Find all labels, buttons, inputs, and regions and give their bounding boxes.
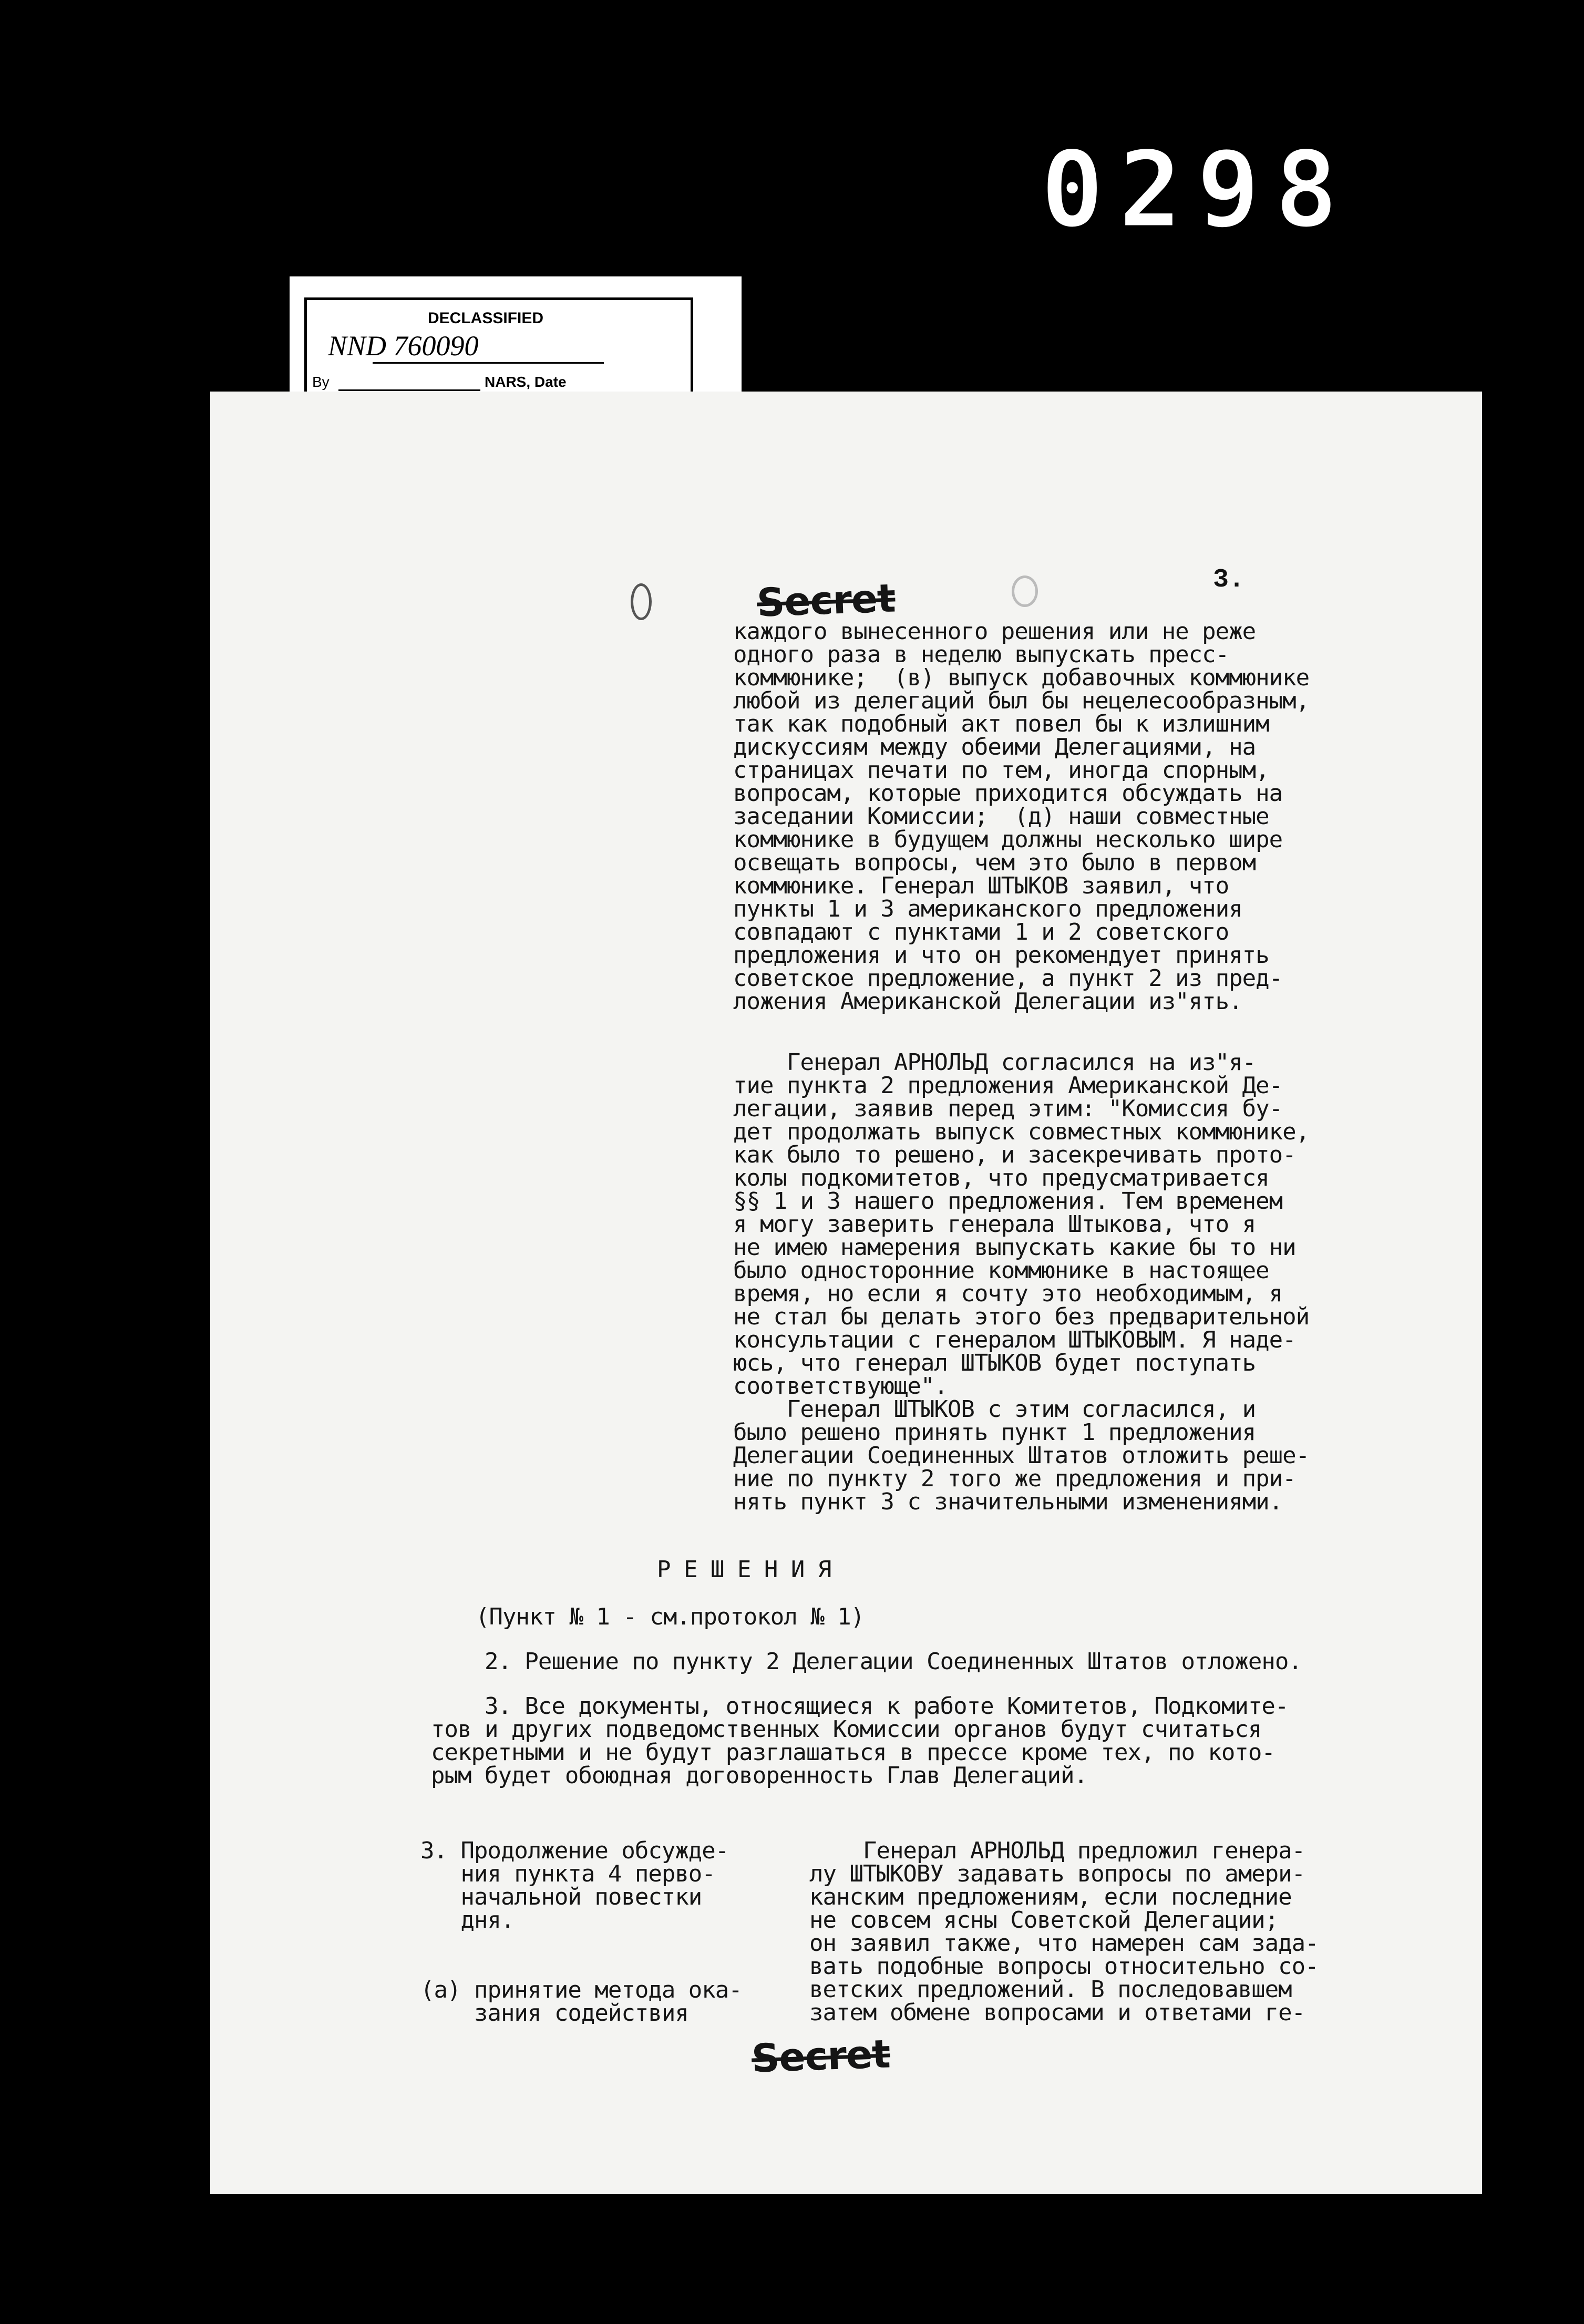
- decision-item-3: 3. Все документы, относящиеся к работе Комитетов, Подкомите- тов и других подведомственных Комиссии органов будут считаться секретными и не будут разглашаться в прессе кроме тех, по кото- рым будет обоюдная договоренность Глав Делегаций.: [431, 1693, 1289, 1789]
- arnold-proposal-paragraph: Генерал АРНОЛЬД предложил генера- лу ШТЫКОВУ задавать вопросы по амери- канским предложениям, если последние не совсем ясны Советской Делегации; он заявил также, что намерен сам зада- вать подобные вопросы относительно со- ветских предложений. В последовавшем затем обмене вопросами и ответами ге-: [809, 1837, 1319, 2026]
- page-number: 3.: [1213, 565, 1245, 595]
- nnd-underline: [373, 362, 604, 364]
- agenda-item: 3. Продолжение обсужде- ния пункта 4 перво- начальной повестки дня.: [420, 1837, 729, 1934]
- punch-hole-right: [1012, 575, 1038, 607]
- nnd-number: NND 760090: [328, 330, 479, 362]
- by-underline: [338, 389, 480, 391]
- decision-item-2: 2. Решение по пункту 2 Делегации Соединенных Штатов отложено.: [431, 1648, 1302, 1675]
- archive-frame-number: 0298: [1041, 129, 1353, 251]
- nars-date-label: NARS, Date: [485, 374, 567, 390]
- agenda-subitem: (а) принятие метода ока- зания содействия: [420, 1977, 742, 2027]
- declassified-title: DECLASSIFIED: [428, 310, 544, 327]
- secret-stamp-bottom: Secret: [750, 2031, 891, 2082]
- declassified-by-label: By: [312, 374, 330, 390]
- arnold-agreement-paragraph: Генерал АРНОЛЬД согласился на из"я- тие пункта 2 предложения Американской Де- легации, заявив перед этим: "Комиссия бу- дет продолжать выпуск совместных коммюнике, как было то решено, и засекречивать прото- колы подкомитетов, что предусматривается §§ 1 и 3 нашего предложения. Тем временем я могу заверить генерала Штыкова, что я не имею намерения выпускать какие бы то ни было односторонние коммюнике в настоящее время, но если я сочту это необходимым, я не стал бы делать этого без предварительной консультации с генералом ШТЫКОВЫМ. Я наде- юсь, что генерал ШТЫКОВ будет поступать соответствующе". Генерал ШТЫКОВ с этим согласился, и было решено принять пункт 1 предложения Делегации Соединенных Штатов отложить реше- ние по пункту 2 того же предложения и при- нять пункт 3 с значительными изменениями.: [733, 1049, 1310, 1515]
- decisions-heading: Р Е Ш Е Н И Я: [657, 1556, 831, 1583]
- declassification-box: [304, 297, 693, 403]
- punch-hole-left: [631, 583, 652, 620]
- continuation-paragraph: каждого вынесенного решения или не реже одного раза в неделю выпускать пресс- коммюнике; (в) выпуск добавочных коммюнике любой из делегаций был бы нецелесообразным, так как подобный акт повел бы к излишним дискуссиям между обеими Делегациями, на страницах печати по тем, иногда спорным, вопросам, которые приходится обсуждать на заседании Комиссии; (д) наши совместные коммюнике в будущем должны несколько шире освещать вопросы, чем это было в первом коммюнике. Генерал ШТЫКОВ заявил, что пункты 1 и 3 американского предложения совпадают с пунктами 1 и 2 советского предложения и что он рекомендует принять советское предложение, а пункт 2 из пред- ложения Американской Делегации из"ять.: [733, 618, 1310, 1015]
- decision-item-1: (Пункт № 1 - см.протокол № 1): [476, 1603, 865, 1630]
- secret-stamp-top: Secret: [756, 575, 896, 626]
